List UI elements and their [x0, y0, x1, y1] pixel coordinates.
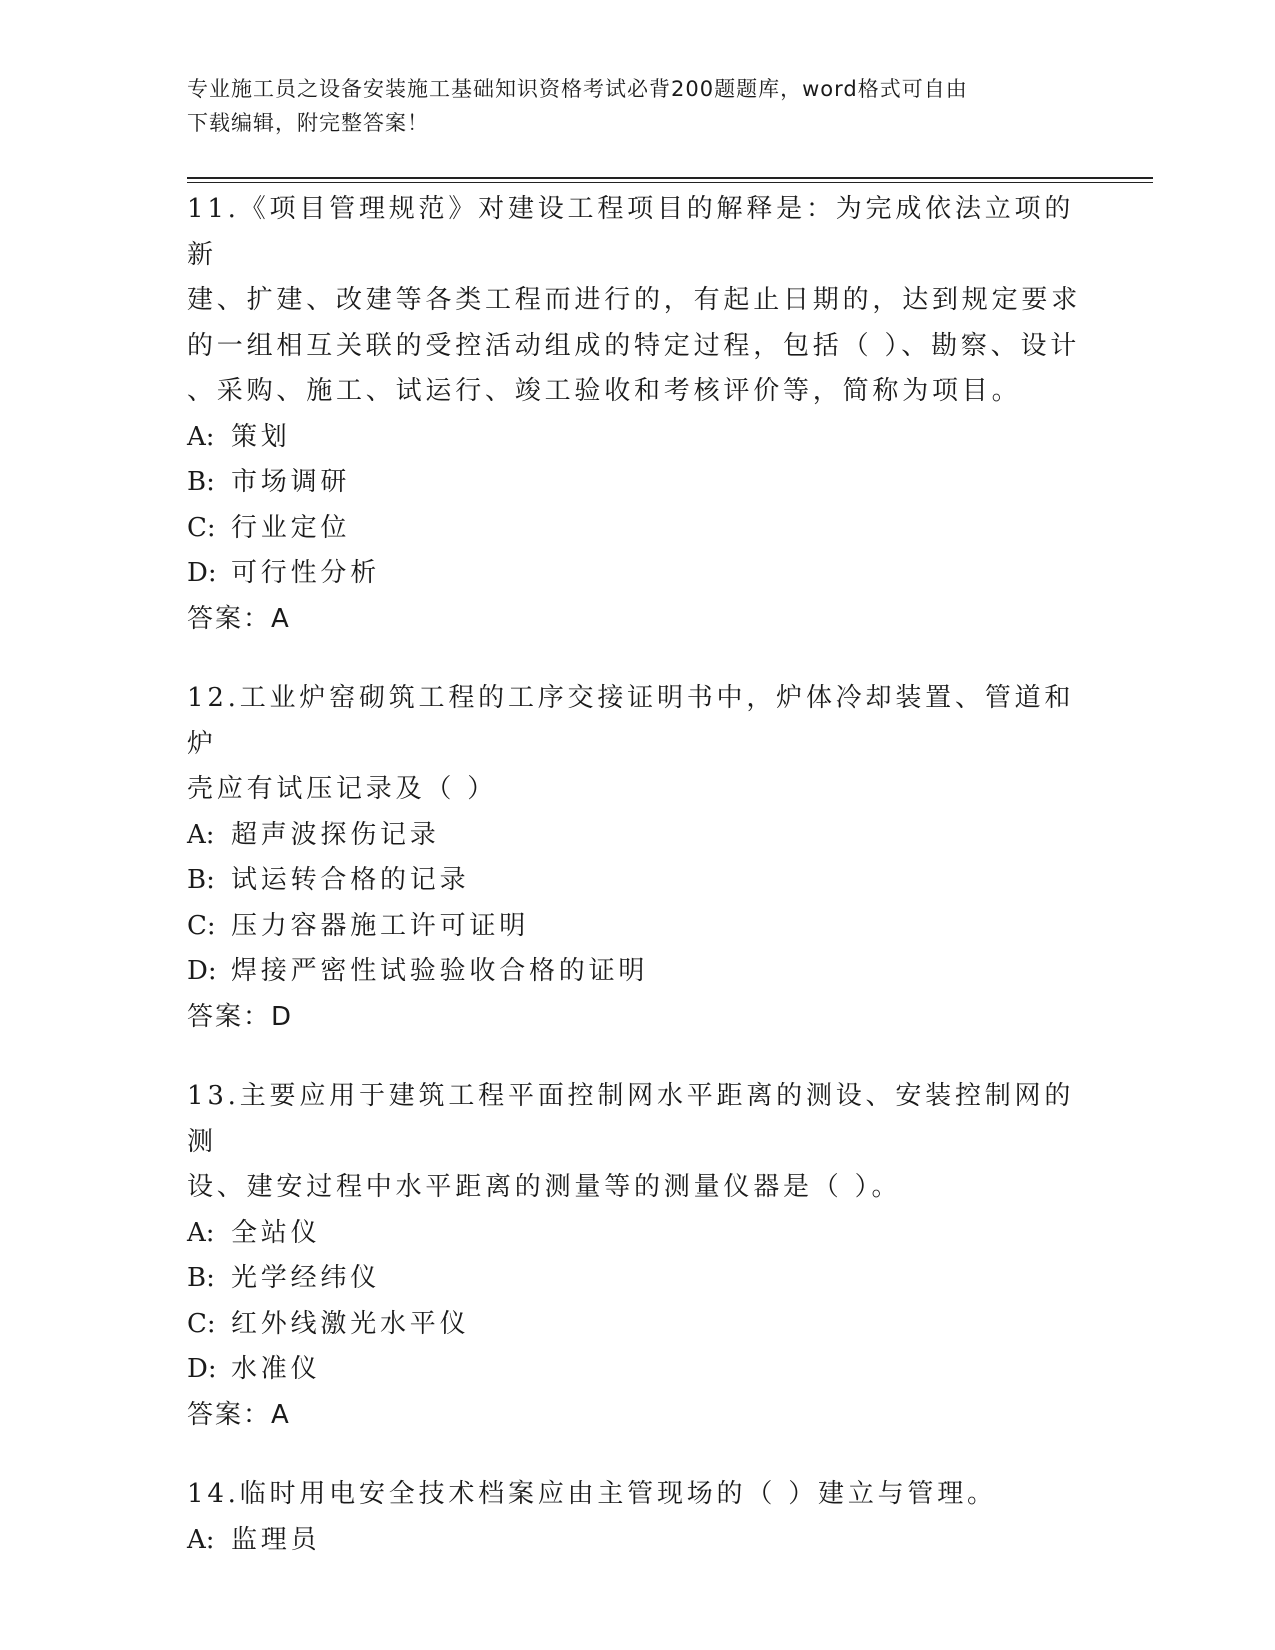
option-d	[187, 1347, 1087, 1393]
option-a	[187, 813, 1087, 859]
question-14	[187, 1472, 1087, 1563]
option-key: C:	[187, 910, 216, 941]
option-a	[187, 1211, 1087, 1257]
answer-line: 答案：D	[187, 1001, 294, 1032]
option-text: 可行性分析	[231, 558, 381, 588]
header-line-2: 下载编辑，附完整答案！	[187, 111, 429, 135]
option-key: B:	[187, 865, 215, 895]
option-c	[187, 506, 1087, 552]
question-11	[187, 187, 1087, 642]
option-d	[187, 551, 1087, 597]
question-stem-line: 14.临时用电安全技术档案应由主管现场的（ ）建立与管理。	[187, 1479, 997, 1509]
header-line-1: 专业施工员之设备安装施工基础知识资格考试必背200题题库，word格式可自由	[187, 77, 968, 101]
option-c	[187, 1302, 1087, 1348]
option-d	[187, 949, 1087, 995]
option-text: 全站仪	[231, 1217, 321, 1248]
option-b	[187, 460, 1087, 506]
option-key: A:	[187, 819, 215, 850]
document-header	[187, 72, 1067, 140]
option-text: 红外线激光水平仪	[231, 1308, 470, 1339]
option-b	[187, 1256, 1087, 1302]
option-key: B:	[187, 1263, 215, 1293]
option-a	[187, 415, 1087, 461]
header-divider-thick	[187, 177, 1153, 179]
option-text: 监理员	[231, 1524, 321, 1555]
question-stem-line: 设、建安过程中水平距离的测量等的测量仪器是（ ）。	[187, 1172, 902, 1202]
answer-line: 答案：A	[187, 1399, 291, 1430]
answer-line: 答案：A	[187, 603, 291, 634]
question-stem-line: 12.工业炉窑砌筑工程的工序交接证明书中，炉体冷却装置、管道和炉	[187, 683, 1075, 759]
option-key: D:	[187, 558, 217, 588]
option-key: D:	[187, 956, 217, 986]
option-text: 压力容器施工许可证明	[231, 910, 530, 941]
option-key: A:	[187, 1217, 215, 1248]
option-a	[187, 1518, 1087, 1564]
option-key: A:	[187, 1524, 215, 1555]
question-stem-line: 、采购、施工、试运行、竣工验收和考核评价等，简称为项目。	[187, 376, 1022, 406]
option-key: D:	[187, 1354, 217, 1384]
option-text: 行业定位	[231, 512, 351, 543]
option-key: C:	[187, 512, 216, 543]
option-text: 焊接严密性试验验收合格的证明	[231, 956, 649, 986]
question-list	[187, 187, 1087, 1597]
option-text: 光学经纬仪	[231, 1263, 381, 1293]
question-12	[187, 676, 1087, 1040]
question-stem-line: 建、扩建、改建等各类工程而进行的，有起止日期的，达到规定要求	[187, 285, 1082, 315]
option-c	[187, 904, 1087, 950]
option-text: 市场调研	[231, 467, 351, 497]
question-stem-line: 的一组相互关联的受控活动组成的特定过程，包括（ ）、勘察、设计	[187, 330, 1081, 361]
option-key: A:	[187, 421, 215, 452]
question-stem-line: 壳应有试压记录及（ ）	[187, 774, 498, 804]
option-text: 水准仪	[231, 1354, 321, 1384]
option-text: 超声波探伤记录	[231, 819, 440, 850]
option-key: C:	[187, 1308, 216, 1339]
option-text: 策划	[231, 421, 291, 452]
option-key: B:	[187, 467, 215, 497]
question-13	[187, 1074, 1087, 1438]
option-text: 试运转合格的记录	[231, 865, 470, 895]
question-stem-line: 11.《项目管理规范》对建设工程项目的解释是：为完成依法立项的新	[187, 194, 1075, 270]
header-divider-thin	[187, 182, 1153, 183]
question-stem-line: 13.主要应用于建筑工程平面控制网水平距离的测设、安装控制网的测	[187, 1081, 1075, 1157]
option-b	[187, 858, 1087, 904]
